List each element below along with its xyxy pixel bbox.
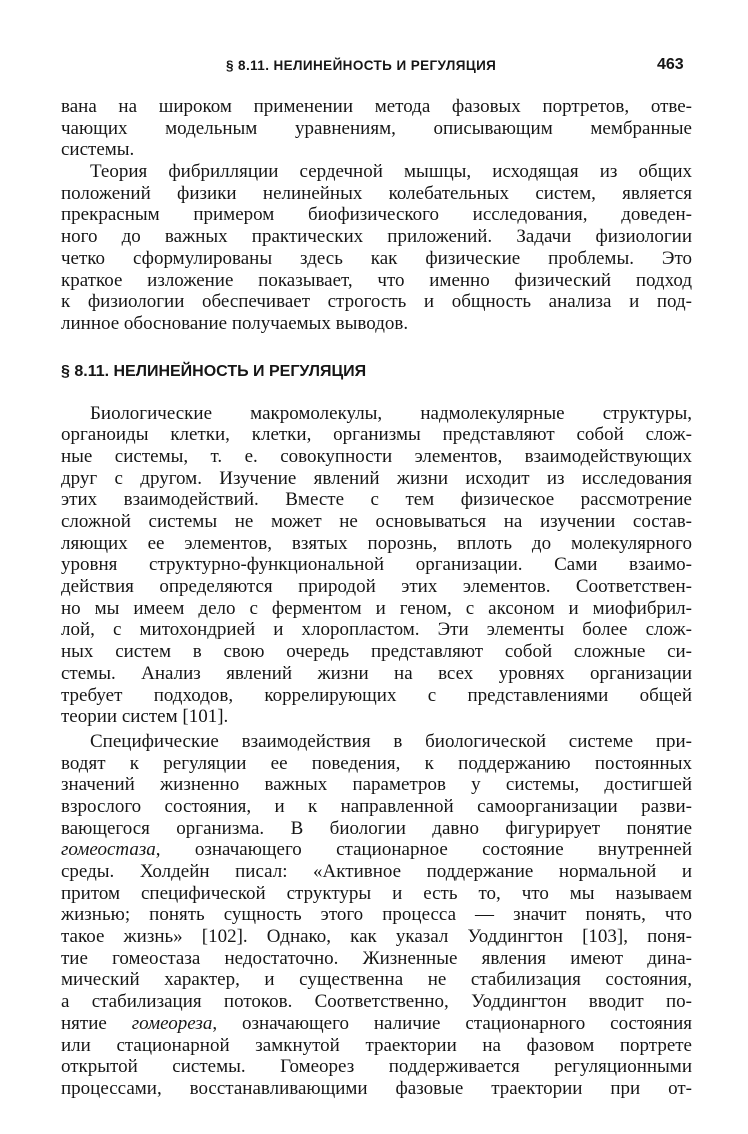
text-line: а стабилизация потоков. Соответственно, Уоддингтон вводит по- <box>61 991 692 1013</box>
text-line: положений физики нелинейных колебательных систем, является <box>61 182 692 204</box>
text-line: стемы. Анализ явлений жизни на всех уровнях организации <box>61 662 692 684</box>
page-body <box>61 96 692 1100</box>
text-line: краткое изложение показывает, что именно физический подход <box>61 269 692 291</box>
paragraph-4 <box>61 731 692 1100</box>
text-line: линное обоснование получаемых выводов. <box>61 312 409 334</box>
text-line: вающегося организма. В биологии давно фигурирует понятие <box>61 817 692 839</box>
text-line: мический характер, и существенна не стабилизация состояния, <box>61 969 692 991</box>
text-run: нятие <box>61 1012 132 1034</box>
text-line: ных систем в свою очередь представляют собой сложные си- <box>61 641 692 663</box>
text-line: к физиологии обеспечивает строгость и общность анализа и под- <box>61 291 692 313</box>
text-line: Теория фибрилляции сердечной мышцы, исходящая из общих <box>90 161 692 183</box>
running-title: § 8.11. НЕЛИНЕЙНОСТЬ И РЕГУЛЯЦИЯ <box>226 58 497 73</box>
text-line: уровня структурно-функциональной организации. Сами взаимо- <box>61 554 692 576</box>
text-line: тие гомеостаза недостаточно. Жизненные явления имеют дина- <box>61 947 692 969</box>
text-line: ного до важных практических приложений. Задачи физиологии <box>61 226 692 248</box>
text-line: теории систем [101]. <box>61 706 229 728</box>
paragraph-2 <box>61 161 692 335</box>
section-heading: § 8.11. НЕЛИНЕЙНОСТЬ И РЕГУЛЯЦИЯ <box>61 362 367 380</box>
text-line: Биологические макромолекулы, надмолекулярные структуры, <box>90 402 692 424</box>
page-number: 463 <box>657 56 684 73</box>
text-line: сложной системы не может не основываться на изучении состав- <box>61 511 692 532</box>
text-line: или стационарной замкнутой траектории на фазовом портрете <box>61 1034 692 1056</box>
text-line: этих взаимодействий. Вместе с тем физическое рассмотрение <box>61 489 692 511</box>
text-line: взрослого состояния, и к направленной самоорганизации разви- <box>61 795 692 817</box>
text-line: среды. Холдейн писал: «Активное поддержание нормальной и <box>61 861 692 882</box>
text-line: такое жизнь» [102]. Однако, как указал Уоддингтон [103], поня- <box>61 926 692 948</box>
paragraph-1 <box>61 96 692 161</box>
text-line: вана на широком применении метода фазовых портретов, отве- <box>61 96 692 117</box>
text-line: четко сформулированы здесь как физические проблемы. Это <box>61 247 692 269</box>
text-line: процессами, восстанавливающими фазовые траектории при от- <box>61 1077 692 1099</box>
text-run: , означающего наличие стационарного состояния <box>212 1012 692 1034</box>
text-line: жизнью; понять сущность этого процесса — значит понять, что <box>61 904 692 926</box>
text-line <box>61 1013 692 1035</box>
text-line: открытой системы. Гомеорез поддерживается регуляционными <box>61 1056 692 1078</box>
term-homeorhesis: гомеореза <box>131 1012 213 1034</box>
text-line: чающих модельным уравнениям, описывающим мембранные <box>61 117 692 139</box>
text-line: значений жизненно важных параметров у системы, достигшей <box>61 774 692 796</box>
text-line: но мы имеем дело с ферментом и геном, с аксоном и миофибрил- <box>61 597 692 619</box>
text-line: требует подходов, коррелирующих с представлениями общей <box>61 684 692 706</box>
text-line: органоиды клетки, клетки, организмы представляют собой слож- <box>61 424 692 446</box>
text-line: ные системы, т. е. совокупности элементов, взаимодействующих <box>61 445 692 467</box>
text-line: Специфические взаимодействия в биологической системе при- <box>90 730 692 752</box>
text-line <box>61 839 692 861</box>
text-line: ляющих ее элементов, взятых порознь, вплоть до молекулярного <box>61 532 692 554</box>
text-line: друг с другом. Изучение явлений жизни исходит из исследования <box>61 467 692 489</box>
text-run: , означающего стационарное состояние внутренней <box>155 839 692 861</box>
running-head <box>0 52 748 78</box>
text-line: притом специфической структуры и есть то, что мы называем <box>61 882 692 904</box>
text-line: водят к регуляции ее поведения, к поддержанию постоянных <box>61 752 692 774</box>
term-homeostasis: гомеостаза <box>61 839 156 861</box>
text-line: системы. <box>61 139 135 161</box>
text-line: лой, с митохондрией и хлоропластом. Эти элементы более слож- <box>61 619 692 641</box>
text-line: прекрасным примером биофизического исследования, доведен- <box>61 204 692 226</box>
paragraph-3 <box>61 403 692 728</box>
text-line: действия определяются природой этих элементов. Соответствен- <box>61 576 692 598</box>
